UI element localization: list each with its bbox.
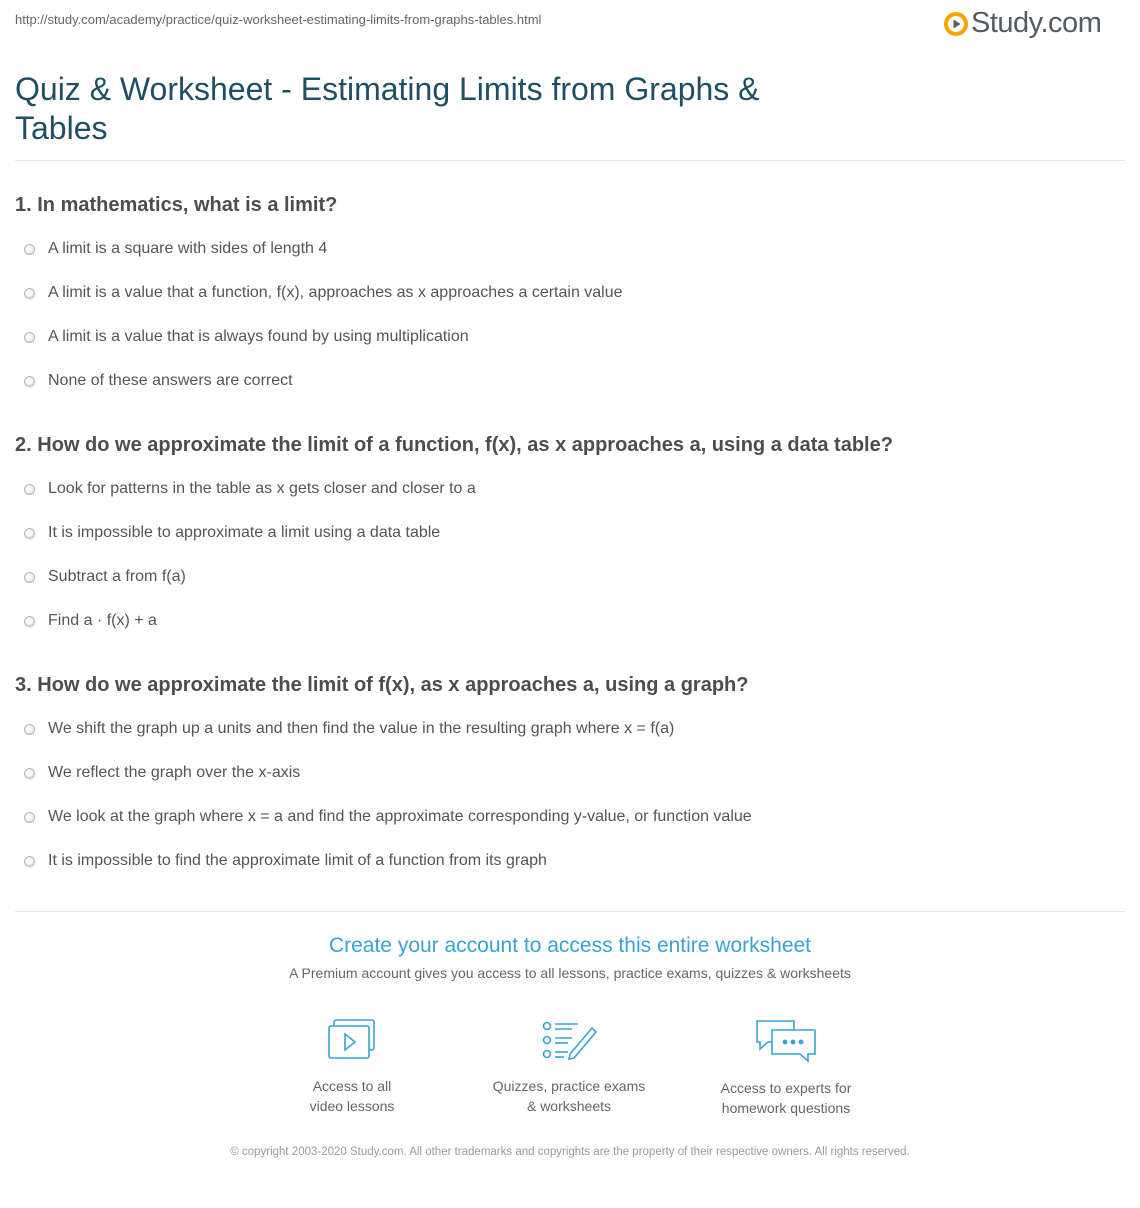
feature-quizzes bbox=[479, 1018, 659, 1116]
answer-text: We reflect the graph over the x-axis bbox=[48, 764, 301, 781]
question-2 bbox=[15, 434, 893, 457]
radio-button[interactable] bbox=[24, 484, 35, 495]
answer-option[interactable] bbox=[24, 764, 300, 782]
radio-button[interactable] bbox=[24, 572, 35, 583]
feature-label: Access to experts for homework questions bbox=[720, 1080, 852, 1116]
answer-option[interactable] bbox=[24, 852, 547, 870]
divider bbox=[15, 160, 1125, 161]
radio-button[interactable] bbox=[24, 724, 35, 735]
answer-text: A limit is a value that a function, f(x), approaches as x approaches a certain value bbox=[48, 284, 623, 301]
page-url[interactable]: http://study.com/academy/practice/quiz-worksheet-estimating-limits-from-graphs-tables.html bbox=[15, 12, 542, 27]
radio-button[interactable] bbox=[24, 528, 35, 539]
quiz-checklist-icon bbox=[540, 1018, 598, 1062]
logo-text: Study.com bbox=[971, 7, 1102, 39]
question-text: How do we approximate the limit of a function, f(x), as x approaches a, using a data table? bbox=[37, 434, 893, 456]
video-lessons-icon bbox=[326, 1018, 378, 1062]
cta-subtitle: A Premium account gives you access to all lessons, practice exams, quizzes & worksheets bbox=[289, 965, 851, 981]
page-title: Quiz & Worksheet - Estimating Limits from Graphs & Tables bbox=[15, 71, 760, 146]
feature-label: Access to all video lessons bbox=[309, 1078, 395, 1114]
question-3 bbox=[15, 674, 749, 697]
question-number: 2. bbox=[15, 434, 32, 456]
question-number: 3. bbox=[15, 674, 32, 696]
radio-button[interactable] bbox=[24, 768, 35, 779]
answer-option[interactable] bbox=[24, 480, 476, 498]
answer-option[interactable] bbox=[24, 372, 293, 390]
answer-option[interactable] bbox=[24, 240, 327, 258]
answer-text: Look for patterns in the table as x gets closer and closer to a bbox=[48, 480, 476, 497]
question-text: In mathematics, what is a limit? bbox=[37, 194, 338, 216]
answer-option[interactable] bbox=[24, 568, 186, 586]
radio-button[interactable] bbox=[24, 244, 35, 255]
chat-bubbles-icon bbox=[754, 1018, 818, 1064]
radio-button[interactable] bbox=[24, 332, 35, 343]
feature-video-lessons bbox=[262, 1018, 442, 1116]
question-text: How do we approximate the limit of f(x), as x approaches a, using a graph? bbox=[37, 674, 749, 696]
radio-button[interactable] bbox=[24, 376, 35, 387]
copyright-footer: © copyright 2003-2020 Study.com. All other trademarks and copyrights are the property of their respective owners. All rights reserved. bbox=[230, 1146, 910, 1158]
answer-option[interactable] bbox=[24, 808, 752, 826]
answer-text: A limit is a value that is always found by using multiplication bbox=[48, 328, 469, 345]
question-1 bbox=[15, 194, 337, 217]
radio-button[interactable] bbox=[24, 616, 35, 627]
radio-button[interactable] bbox=[24, 288, 35, 299]
cta-title[interactable]: Create your account to access this entire worksheet bbox=[328, 934, 812, 957]
play-circle-icon bbox=[944, 12, 968, 36]
question-number: 1. bbox=[15, 194, 32, 216]
feature-label: Quizzes, practice exams & worksheets bbox=[492, 1078, 646, 1114]
answer-text: None of these answers are correct bbox=[48, 372, 293, 389]
answer-text: A limit is a square with sides of length 4 bbox=[48, 240, 328, 257]
answer-text: It is impossible to approximate a limit using a data table bbox=[48, 524, 441, 541]
feature-experts bbox=[696, 1018, 876, 1118]
radio-button[interactable] bbox=[24, 856, 35, 867]
answer-text: It is impossible to find the approximate limit of a function from its graph bbox=[48, 852, 547, 869]
answer-option[interactable] bbox=[24, 612, 157, 630]
answer-text: We look at the graph where x = a and find the approximate corresponding y-value, or function value bbox=[48, 808, 752, 825]
answer-option[interactable] bbox=[24, 524, 440, 542]
answer-option[interactable] bbox=[24, 284, 623, 302]
answer-option[interactable] bbox=[24, 720, 674, 738]
answer-text: Subtract a from f(a) bbox=[48, 568, 186, 585]
answer-text: Find a · f(x) + a bbox=[48, 612, 157, 629]
study-logo[interactable] bbox=[944, 7, 1101, 40]
answer-option[interactable] bbox=[24, 328, 469, 346]
divider bbox=[15, 911, 1125, 912]
answer-text: We shift the graph up a units and then find the value in the resulting graph where x = f(a) bbox=[48, 720, 675, 737]
radio-button[interactable] bbox=[24, 812, 35, 823]
